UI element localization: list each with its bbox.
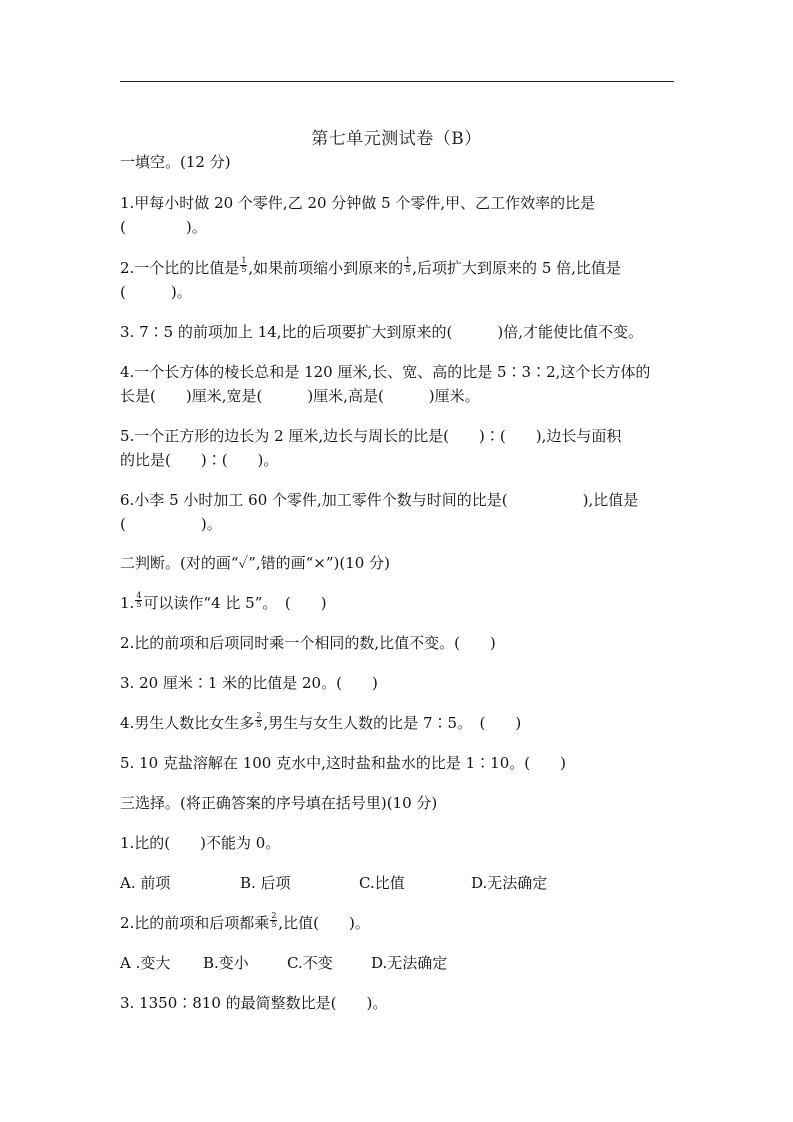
header-rule — [120, 81, 674, 82]
fill-q2-text-3: ,后项扩大到原来的 5 倍,比值是 — [412, 259, 621, 277]
choice-q2-text-2: ,比值( )。 — [278, 914, 370, 932]
choice-q2-option-d: D.无法确定 — [371, 954, 448, 972]
fill-q6-line2: ( )。 — [120, 515, 222, 533]
choice-q1: 1.比的( )不能为 0。 — [120, 834, 281, 852]
choice-q2-option-a: A .变大 — [120, 954, 171, 972]
judge-q4-text-1: 4.男生人数比女生多 — [120, 714, 255, 732]
judge-q5: 5. 10 克盐溶解在 100 克水中,这时盐和盐水的比是 1∶10。( ) — [120, 754, 566, 772]
choice-q1-option-c: C.比值 — [359, 874, 405, 892]
judge-q1-text: 可以读作“4 比 5”。 ( ) — [143, 594, 327, 612]
judge-q4 — [120, 710, 680, 733]
section-choice-heading: 三选择。(将正确答案的序号填在括号里)(10 分) — [120, 794, 438, 812]
fill-q2-fraction-1: $\frac{1}{5}$ — [241, 255, 247, 274]
fill-q3: 3. 7∶5 的前项加上 14,比的后项要扩大到原来的( )倍,才能使比值不变。 — [120, 323, 644, 341]
choice-q2-option-c: C.不变 — [287, 954, 333, 972]
fill-q1-line1: 1.甲每小时做 20 个零件,乙 20 分钟做 5 个零件,甲、乙工作效率的比是 — [120, 194, 596, 212]
fill-q6-line1: 6.小李 5 小时加工 60 个零件,加工零件个数与时间的比是( ),比值是 — [120, 491, 639, 509]
section-judge-heading: 二判断。(对的画“✓”,错的画“×”)(10 分) — [120, 554, 390, 572]
fill-q5-line1: 5.一个正方形的边长为 2 厘米,边长与周长的比是( )∶( ),边长与面积 — [120, 427, 622, 445]
choice-q2-option-b: B.变小 — [203, 954, 249, 972]
fill-q2-line1 — [120, 255, 680, 278]
fill-q1-line2: ( )。 — [120, 218, 207, 236]
choice-q1-option-a: A. 前项 — [120, 874, 171, 892]
fill-q2-fraction-2: $\frac{1}{5}$ — [405, 255, 411, 274]
choice-q3: 3. 1350∶810 的最简整数比是( )。 — [120, 994, 388, 1012]
fill-q4-line1: 4.一个长方体的棱长总和是 120 厘米,长、宽、高的比是 5∶3∶2,这个长方体的 — [120, 363, 651, 381]
choice-q2 — [120, 910, 680, 933]
judge-q1-prefix: 1. — [120, 594, 135, 612]
fill-q2-text-2: ,如果前项缩小到原来的 — [248, 259, 404, 277]
judge-q1-fraction: $\frac{4}{5}$ — [136, 590, 142, 609]
choice-q1-option-d: D.无法确定 — [471, 874, 548, 892]
judge-q4-text-2: ,男生与女生人数的比是 7∶5。 ( ) — [263, 714, 522, 732]
page-title: 第七单元测试卷（B） — [311, 129, 482, 149]
fill-q5-line2: 的比是( )∶( )。 — [120, 451, 279, 469]
choice-q2-fraction: $\frac{2}{5}$ — [271, 910, 277, 929]
judge-q1 — [120, 590, 680, 613]
judge-q3: 3. 20 厘米∶1 米的比值是 20。( ) — [120, 674, 378, 692]
fill-q2-line2: ( )。 — [120, 283, 192, 301]
judge-q2: 2.比的前项和后项同时乘一个相同的数,比值不变。( ) — [120, 634, 496, 652]
section-fill-heading: 一填空。(12 分) — [120, 153, 231, 171]
choice-q1-option-b: B. 后项 — [240, 874, 291, 892]
fill-q2-text-1: 2.一个比的比值是 — [120, 259, 240, 277]
fill-q4-line2: 长是( )厘米,宽是( )厘米,高是( )厘米。 — [120, 387, 480, 405]
choice-q2-text-1: 2.比的前项和后项都乘 — [120, 914, 270, 932]
judge-q4-fraction: $\frac{2}{5}$ — [256, 710, 262, 729]
